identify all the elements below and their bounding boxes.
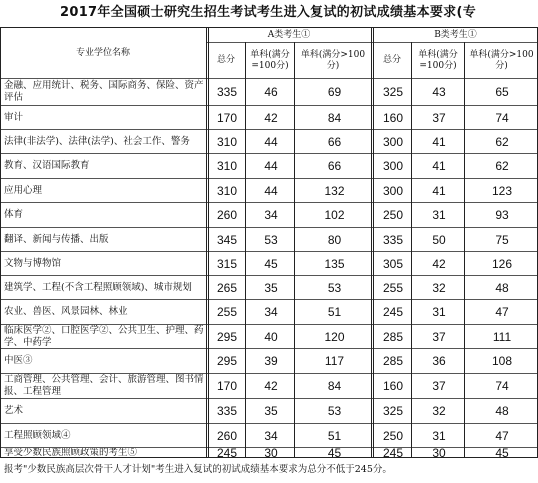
table-cell-a-singlegt100: 45: [327, 448, 342, 458]
table-row-name: 建筑学、工程(不含工程照顾领域)、城市规划: [4, 281, 192, 293]
header-a-total: 总分: [216, 55, 235, 65]
table-cell-a-single100: 44: [264, 183, 278, 198]
table-cell-a-singlegt100: 135: [324, 256, 345, 271]
table-cell-b-total: 255: [382, 280, 404, 295]
table-cell-b-total: 325: [382, 85, 404, 99]
table-cell-b-single100: 32: [432, 404, 446, 418]
table-cell-a-single100: 30: [264, 448, 278, 458]
table-row-name: 文物与博物馆: [4, 257, 62, 269]
row-divider: [0, 324, 538, 325]
row-divider: [0, 178, 538, 179]
column-divider: [0, 27, 1, 458]
row-divider: [0, 398, 538, 399]
table-cell-b-total: 325: [382, 404, 404, 418]
row-divider: [0, 202, 538, 203]
table-cell-b-total: 245: [382, 305, 404, 319]
row-divider: [0, 299, 538, 300]
row-divider: [0, 447, 538, 448]
table-row-name: 工程照顾领域④: [4, 429, 71, 441]
table-cell-a-single100: 42: [264, 379, 278, 393]
table-row-name: 法律(非法学)、法律(法学)、社会工作、警务: [4, 135, 190, 147]
table-cell-a-singlegt100: 53: [327, 404, 342, 418]
table-cell-b-total: 300: [382, 183, 404, 198]
table-cell-a-total: 170: [216, 110, 238, 125]
row-divider: [0, 251, 538, 252]
table-cell-a-singlegt100: 51: [327, 305, 342, 319]
table-cell-a-singlegt100: 53: [327, 280, 342, 295]
table-cell-b-single100: 42: [432, 256, 446, 271]
table-cell-b-singlegt100: 108: [491, 354, 513, 368]
table-row-name: 教育、汉语国际教育: [4, 160, 90, 171]
table-cell-a-singlegt100: 66: [327, 134, 342, 149]
table-cell-b-singlegt100: 74: [495, 110, 509, 125]
table-cell-a-singlegt100: 84: [327, 110, 342, 125]
table-cell-a-single100: 44: [264, 159, 278, 173]
header-field: 专业学位名称: [75, 47, 130, 58]
table-cell-b-singlegt100: 126: [491, 256, 513, 271]
table-cell-b-single100: 37: [432, 329, 446, 344]
table-row-name: 中医③: [4, 355, 33, 366]
row-divider: [0, 423, 538, 424]
table-cell-a-total: 345: [216, 232, 238, 247]
table-cell-b-total: 285: [382, 354, 404, 368]
header-a-group: A类考生①: [267, 29, 311, 40]
table-row-name: 翻译、新闻与传播、出版: [4, 233, 109, 245]
row-divider: [0, 457, 538, 458]
column-divider: [371, 27, 374, 458]
table-cell-a-single100: 35: [264, 404, 278, 418]
table-cell-a-single100: 35: [264, 280, 278, 295]
table-cell-b-single100: 41: [432, 183, 446, 198]
table-cell-a-total: 260: [216, 428, 238, 443]
table-cell-b-singlegt100: 47: [495, 305, 509, 319]
table-cell-b-singlegt100: 47: [495, 428, 509, 443]
header-b-group: B类考生①: [434, 29, 477, 40]
table-row-name: 享受少数民族照顾政策的考生⑤: [4, 448, 138, 458]
table-cell-a-total: 295: [216, 354, 238, 368]
header-b-singlegt100: 单科(满分>100分): [469, 49, 534, 71]
table-cell-a-total: 295: [216, 329, 238, 344]
table-cell-b-single100: 32: [432, 280, 446, 295]
table-cell-a-total: 335: [216, 404, 238, 418]
table-cell-a-singlegt100: 51: [327, 428, 342, 443]
column-divider: [206, 27, 209, 458]
row-divider: [0, 78, 538, 79]
table-row-name: 应用心理: [4, 184, 43, 196]
table-cell-b-single100: 37: [432, 379, 446, 393]
table-cell-b-singlegt100: 111: [492, 329, 512, 344]
table-cell-b-total: 285: [382, 329, 404, 344]
table-cell-a-single100: 46: [264, 85, 278, 99]
row-divider: [0, 373, 538, 374]
table-cell-a-total: 310: [216, 183, 238, 198]
table-cell-a-single100: 40: [264, 329, 278, 344]
table-cell-a-singlegt100: 80: [327, 232, 342, 247]
header-a-singlegt100: 单科(满分>100分): [300, 49, 366, 71]
table-cell-b-singlegt100: 75: [495, 232, 509, 247]
table-cell-a-total: 245: [216, 448, 238, 458]
table-cell-b-total: 250: [382, 208, 404, 222]
column-divider: [294, 42, 295, 458]
table-cell-b-single100: 43: [432, 85, 446, 99]
row-divider: [0, 27, 538, 28]
table-cell-b-singlegt100: 93: [495, 208, 509, 222]
table-cell-a-total: 260: [216, 208, 238, 222]
table-row-name: 体育: [4, 209, 24, 220]
row-divider: [0, 129, 538, 130]
footnote: 报考"少数民族高层次骨干人才计划"考生进入复试的初试成绩基本要求为总分不低于245分。: [4, 464, 392, 475]
header-b-total: 总分: [382, 55, 401, 65]
table-cell-a-total: 255: [216, 305, 238, 319]
table-cell-a-single100: 39: [264, 354, 278, 368]
table-cell-b-total: 300: [382, 159, 404, 173]
table-cell-a-total: 315: [216, 256, 238, 271]
table-cell-b-total: 335: [382, 232, 404, 247]
table-cell-b-total: 305: [382, 256, 404, 271]
table-cell-b-singlegt100: 45: [495, 448, 509, 458]
table-cell-b-single100: 30: [432, 448, 446, 458]
row-divider: [0, 275, 538, 276]
table-row-name: 工商管理、公共管理、会计、旅游管理、图书情报、工程管理: [4, 374, 204, 397]
table-cell-b-single100: 50: [432, 232, 446, 247]
table-row-name: 临床医学②、口腔医学②、公共卫生、护理、药学、中药学: [4, 325, 204, 348]
table-cell-b-single100: 41: [432, 134, 446, 149]
table-cell-b-singlegt100: 62: [495, 159, 509, 173]
table-cell-a-single100: 42: [264, 110, 278, 125]
table-cell-b-singlegt100: 74: [495, 379, 509, 393]
table-cell-a-singlegt100: 66: [327, 159, 342, 173]
column-divider: [245, 42, 246, 458]
table-row-name: 金融、应用统计、税务、国际商务、保险、资产评估: [4, 80, 204, 103]
page-title: 2017年全国硕士研究生招生考试考生进入复试的初试成绩基本要求(专: [60, 5, 477, 20]
table-row-name: 审计: [4, 111, 24, 123]
table-cell-a-total: 265: [216, 280, 238, 295]
table-cell-a-single100: 53: [264, 232, 278, 247]
table-cell-b-total: 160: [382, 379, 404, 393]
header-b-single100: 单科(满分=100分): [418, 49, 458, 71]
table-cell-a-singlegt100: 132: [324, 183, 345, 198]
table-cell-b-singlegt100: 123: [491, 183, 513, 198]
header-a-single100: 单科(满分=100分): [250, 49, 290, 71]
table-cell-a-total: 310: [216, 159, 238, 173]
table-cell-b-total: 300: [382, 134, 404, 149]
table-cell-a-singlegt100: 120: [324, 329, 345, 344]
table-cell-b-single100: 31: [432, 208, 446, 222]
table-cell-a-single100: 44: [264, 134, 278, 149]
table-cell-a-single100: 45: [264, 256, 278, 271]
table-cell-b-total: 245: [382, 448, 404, 458]
table-cell-a-total: 170: [216, 379, 238, 393]
score-table: [0, 26, 538, 458]
table-cell-b-singlegt100: 65: [495, 85, 509, 99]
table-cell-b-singlegt100: 48: [495, 404, 509, 418]
row-divider: [0, 105, 538, 106]
table-cell-a-total: 310: [216, 134, 238, 149]
table-cell-a-singlegt100: 69: [327, 85, 342, 99]
table-cell-b-total: 160: [382, 110, 404, 125]
row-divider: [0, 227, 538, 228]
table-cell-b-single100: 31: [432, 305, 446, 319]
column-divider: [464, 42, 465, 458]
table-cell-b-singlegt100: 48: [495, 280, 509, 295]
table-cell-a-singlegt100: 84: [327, 379, 342, 393]
row-divider: [0, 153, 538, 154]
table-cell-b-total: 250: [382, 428, 404, 443]
table-cell-a-single100: 34: [264, 428, 278, 443]
table-cell-b-singlegt100: 62: [495, 134, 509, 149]
column-divider: [411, 42, 412, 458]
table-cell-b-single100: 31: [432, 428, 446, 443]
table-cell-b-single100: 41: [432, 159, 446, 173]
table-row-name: 农业、兽医、风景园林、林业: [4, 306, 128, 317]
table-cell-a-total: 335: [216, 85, 238, 99]
table-cell-a-single100: 34: [264, 305, 278, 319]
row-divider: [0, 348, 538, 349]
table-cell-a-single100: 34: [264, 208, 278, 222]
table-row-name: 艺术: [4, 405, 24, 416]
table-cell-b-single100: 36: [432, 354, 446, 368]
table-cell-a-singlegt100: 117: [324, 354, 345, 368]
table-cell-b-single100: 37: [432, 110, 446, 125]
table-cell-a-singlegt100: 102: [324, 208, 345, 222]
